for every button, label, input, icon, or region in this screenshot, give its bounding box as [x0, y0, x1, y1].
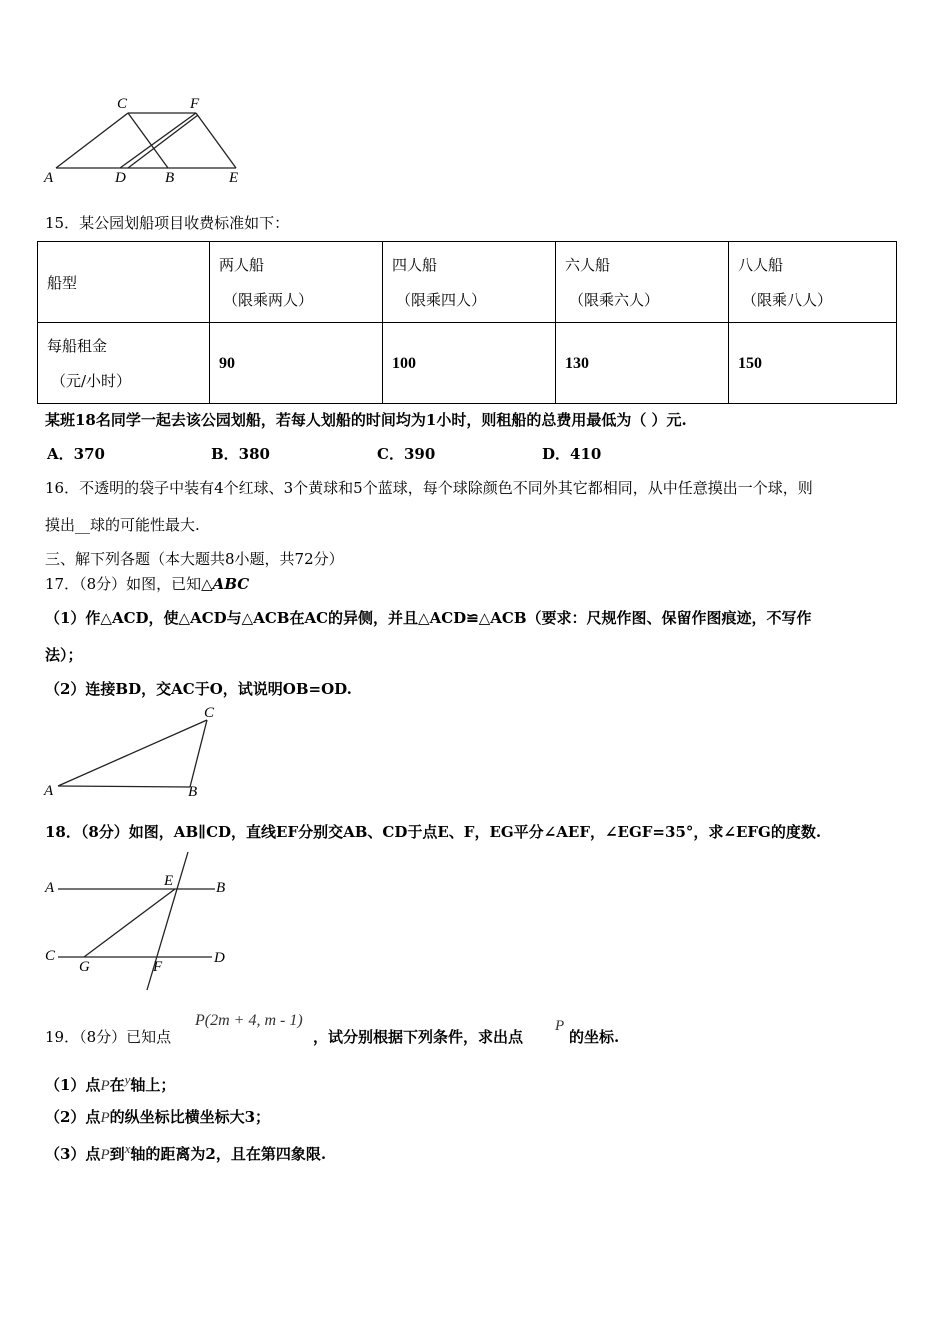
- c2-p: P: [100, 1110, 110, 1126]
- fig18-label-b: B: [216, 880, 226, 896]
- table-cell: [210, 242, 383, 323]
- fig14-label-c: C: [117, 96, 128, 112]
- boat-name: 两人船: [219, 256, 265, 274]
- boat-note: （限乘四人）: [396, 291, 487, 309]
- q16-line2: 摸出__球的可能性最大.: [45, 516, 200, 534]
- q17-title: [45, 573, 249, 594]
- c1-y: y: [124, 1072, 131, 1087]
- boat-name: 六人船: [565, 256, 611, 274]
- figure-17-triangle: [40, 705, 230, 805]
- table-cell: [556, 323, 729, 404]
- c2-b: 的纵坐标比横坐标大3；: [109, 1108, 271, 1126]
- section-3-heading: 三、解下列各题（本大题共8小题，共72分）: [45, 550, 344, 568]
- q15-option-b: B．380: [211, 445, 270, 463]
- fig17-label-b: B: [188, 784, 198, 800]
- q16-line1: 16．不透明的袋子中装有4个红球、3个黄球和5个蓝球，每个球除颜色不同外其它都相同，从中任意摸出一个球，则: [45, 479, 813, 497]
- q19-point-expression: P(2m + 4, m - 1): [195, 1012, 303, 1029]
- fig14-label-a: A: [44, 170, 54, 186]
- fig18-label-g: G: [79, 959, 90, 975]
- table-cell: [556, 242, 729, 323]
- table-cell: [210, 323, 383, 404]
- table-cell: [383, 242, 556, 323]
- boat-note: （限乘八人）: [742, 291, 833, 309]
- boat-note: （限乘两人）: [223, 291, 314, 309]
- c1-c: 轴上；: [130, 1076, 176, 1094]
- price-value: 90: [219, 354, 235, 372]
- q15-stem: 某班18名同学一起去该公园划船，若每人划船的时间均为1小时，则租船的总费用最低为（ ）元.: [45, 411, 687, 429]
- q17-title-tri: △ABC: [201, 575, 250, 593]
- fig18-label-f: F: [153, 959, 163, 975]
- q19-condition-1: [45, 1072, 175, 1095]
- c1-a: （1）点: [45, 1076, 101, 1094]
- fig14-label-e: E: [229, 170, 239, 186]
- q17-part2: （2）连接BD，交AC于O，试说明OB=OD.: [45, 680, 352, 698]
- q17-part1-line2: 法）；: [45, 646, 83, 664]
- table-cell: [729, 242, 897, 323]
- fig18-label-c: C: [45, 948, 56, 964]
- c3-p: P: [100, 1147, 110, 1163]
- q17-part1-line1: （1）作△ACD，使△ACD与△ACB在AC的异侧，并且△ACD≌△ACB（要求：尺规作图、保留作图痕迹，不写作: [45, 609, 812, 627]
- fee-table: [37, 241, 897, 404]
- c3-b: 到: [109, 1145, 125, 1163]
- fig18-label-a: A: [45, 880, 55, 896]
- price-value: 130: [565, 354, 589, 372]
- boat-name: 四人船: [392, 256, 438, 274]
- fig17-label-a: A: [44, 783, 54, 799]
- c2-a: （2）点: [45, 1108, 101, 1126]
- q15-option-a: A．370: [47, 445, 105, 463]
- boat-note: （限乘六人）: [569, 291, 660, 309]
- header-label: 船型: [47, 273, 78, 292]
- table-row: [38, 323, 897, 404]
- c3-c: 轴的距离为2，且在第四象限.: [130, 1145, 327, 1163]
- c1-p: P: [100, 1078, 110, 1094]
- fig18-label-e: E: [164, 873, 174, 889]
- q17-title-prefix: 17．（8分）如图，已知: [45, 575, 202, 593]
- q19-p: P: [555, 1018, 565, 1034]
- q15-title: 15．某公园划船项目收费标准如下：: [45, 214, 290, 232]
- table-cell: [38, 323, 210, 404]
- price-value: 150: [738, 354, 762, 372]
- table-cell: [729, 323, 897, 404]
- fig14-label-d: D: [115, 170, 126, 186]
- boat-name: 八人船: [738, 256, 784, 274]
- c3-x: x: [124, 1141, 131, 1156]
- figure-14: [40, 95, 250, 190]
- c3-a: （3）点: [45, 1145, 101, 1163]
- table-cell: [383, 323, 556, 404]
- q19-mid: ，试分别根据下列条件，求出点: [313, 1028, 524, 1046]
- price-label-2: （元/小时）: [51, 372, 132, 390]
- q18-text: 18．（8分）如图，AB∥CD，直线EF分别交AB、CD于点E、F，EG平分∠AEF，∠EGF=35°，求∠EFG的度数.: [45, 823, 822, 841]
- table-cell: [38, 242, 210, 323]
- fig14-label-b: B: [165, 170, 175, 186]
- q19-suffix: 的坐标.: [569, 1028, 620, 1046]
- figure-18-parallel-lines: [40, 850, 240, 995]
- fig17-label-c: C: [204, 705, 215, 721]
- c1-b: 在: [109, 1076, 125, 1094]
- q19-condition-3: [45, 1141, 326, 1164]
- fig18-label-d: D: [214, 950, 225, 966]
- q15-option-c: C．390: [377, 445, 436, 463]
- fig14-label-f: F: [190, 96, 200, 112]
- price-value: 100: [392, 354, 416, 372]
- table-row: [38, 242, 897, 323]
- q19-condition-2: [45, 1106, 270, 1127]
- q15-option-d: D．410: [542, 445, 602, 463]
- q19-prefix: 19．（8分）已知点: [45, 1028, 172, 1046]
- price-label-1: 每船租金: [47, 337, 108, 355]
